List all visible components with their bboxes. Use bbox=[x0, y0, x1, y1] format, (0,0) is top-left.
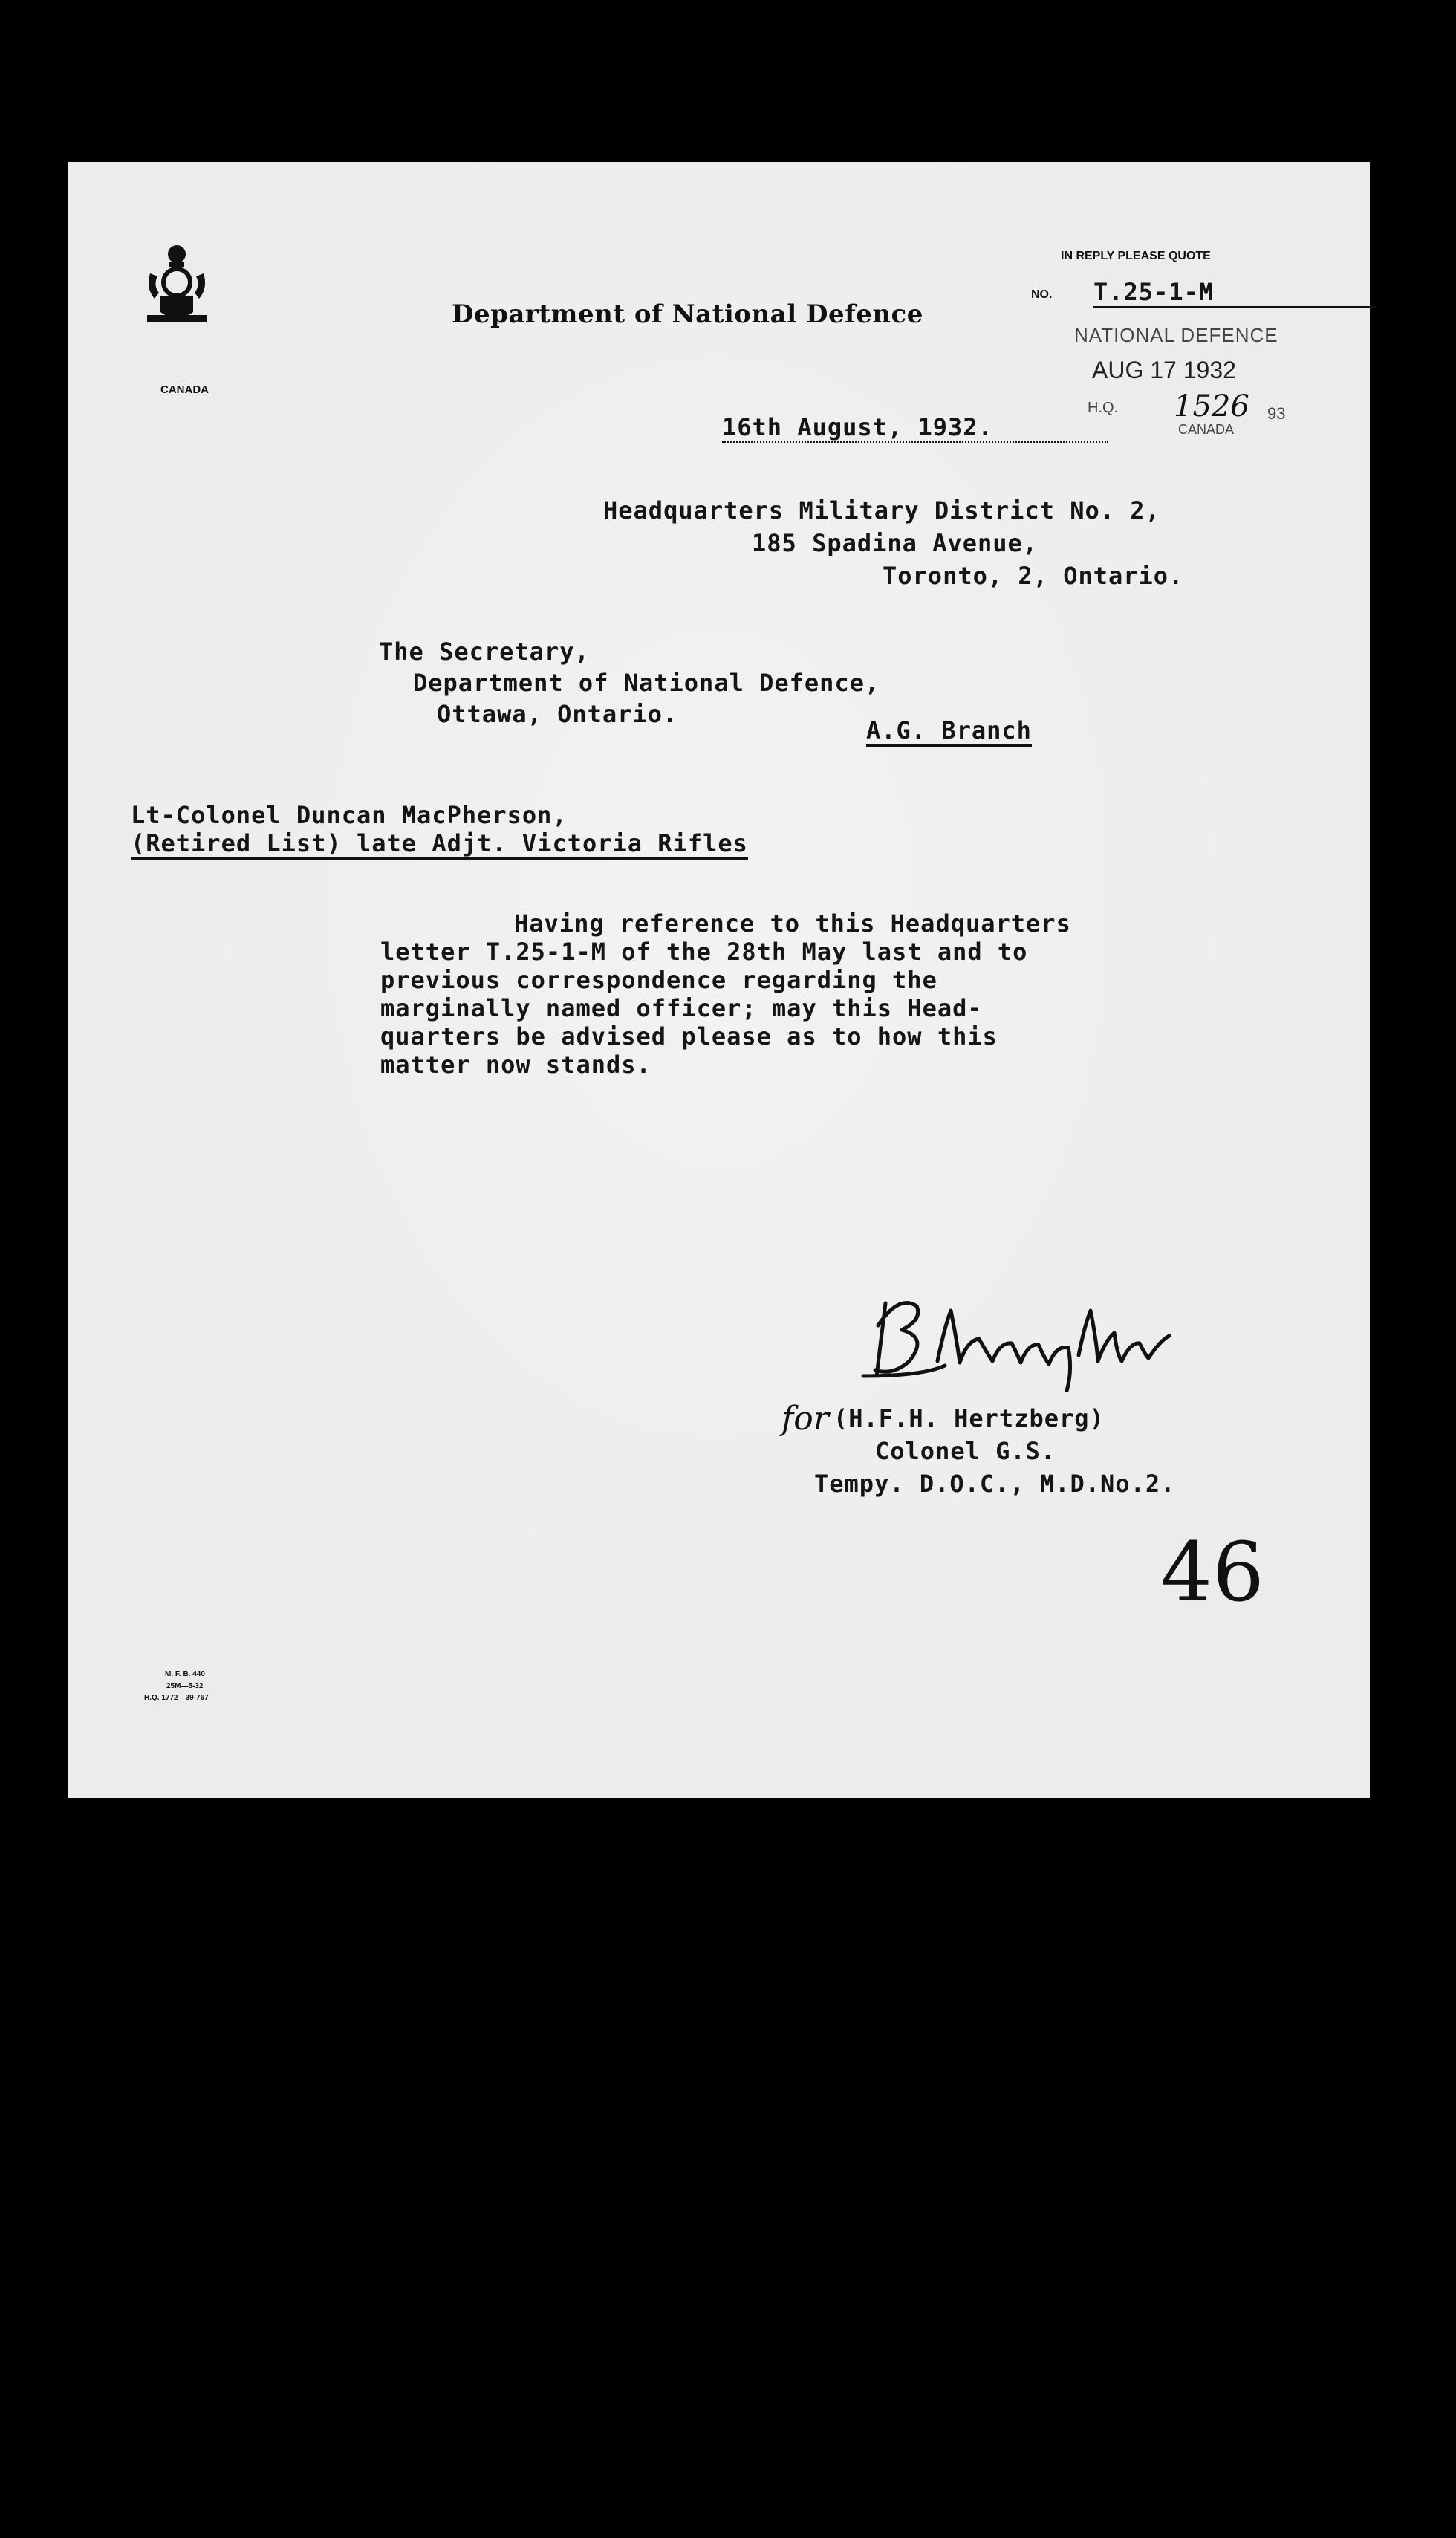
emblem-caption: CANADA bbox=[160, 383, 209, 396]
letter-body bbox=[380, 909, 1071, 1079]
sender-address-line2: 185 Spadina Avenue, bbox=[752, 529, 1039, 557]
signature-name: (H.F.H. Hertzberg) bbox=[833, 1404, 1105, 1432]
form-code-line1: M. F. B. 440 bbox=[165, 1670, 205, 1678]
signature-rank: Colonel G.S. bbox=[875, 1437, 1056, 1465]
form-code-line3: H.Q. 1772—39-767 bbox=[144, 1694, 209, 1702]
form-code-line2: 25M—5-32 bbox=[166, 1682, 204, 1690]
canada-coat-of-arms-icon bbox=[143, 244, 211, 331]
received-stamp-country: CANADA bbox=[1178, 422, 1235, 437]
recipient-branch: A.G. Branch bbox=[866, 716, 1032, 747]
letter-page bbox=[68, 162, 1370, 1798]
received-stamp-hq-suffix: 93 bbox=[1267, 404, 1286, 423]
recipient-line3: Ottawa, Ontario. bbox=[437, 700, 678, 728]
received-stamp-line1: NATIONAL DEFENCE bbox=[1074, 324, 1278, 346]
handwritten-signature bbox=[833, 1281, 1220, 1392]
department-heading: Department of National Defence bbox=[452, 299, 923, 329]
body-line: letter T.25-1-M of the 28th May last and to bbox=[380, 938, 1028, 966]
reply-no-value: T.25-1-M bbox=[1093, 278, 1376, 308]
reply-quote-label: IN REPLY PLEASE QUOTE bbox=[1061, 250, 1211, 262]
body-line: Having reference to this Headquarters bbox=[514, 909, 1071, 938]
received-stamp-hq-label: H.Q. bbox=[1088, 400, 1119, 416]
received-stamp-hq-value: 1526 bbox=[1174, 389, 1249, 423]
sender-address-line3: Toronto, 2, Ontario. bbox=[883, 562, 1184, 590]
recipient-line2: Department of National Defence, bbox=[413, 669, 880, 697]
signature-for-mark: for bbox=[781, 1400, 829, 1438]
sender-address-line1: Headquarters Military District No. 2, bbox=[603, 496, 1160, 525]
subject-line1: Lt-Colonel Duncan MacPherson, bbox=[131, 801, 568, 829]
body-line: quarters be advised please as to how this bbox=[380, 1022, 998, 1051]
received-stamp-date: AUG 17 1932 bbox=[1092, 357, 1236, 383]
subject-line2: (Retired List) late Adjt. Victoria Rifles bbox=[131, 829, 748, 860]
body-line: matter now stands. bbox=[380, 1051, 651, 1079]
recipient-line1: The Secretary, bbox=[379, 637, 590, 666]
signature-title: Tempy. D.O.C., M.D.No.2. bbox=[814, 1470, 1176, 1498]
reply-no-label: NO. bbox=[1031, 288, 1053, 301]
folio-number: 46 bbox=[1160, 1525, 1264, 1620]
body-line: previous correspondence regarding the bbox=[380, 966, 937, 994]
letter-date: 16th August, 1932. bbox=[722, 413, 1108, 443]
body-line: marginally named officer; may this Head- bbox=[380, 994, 983, 1022]
